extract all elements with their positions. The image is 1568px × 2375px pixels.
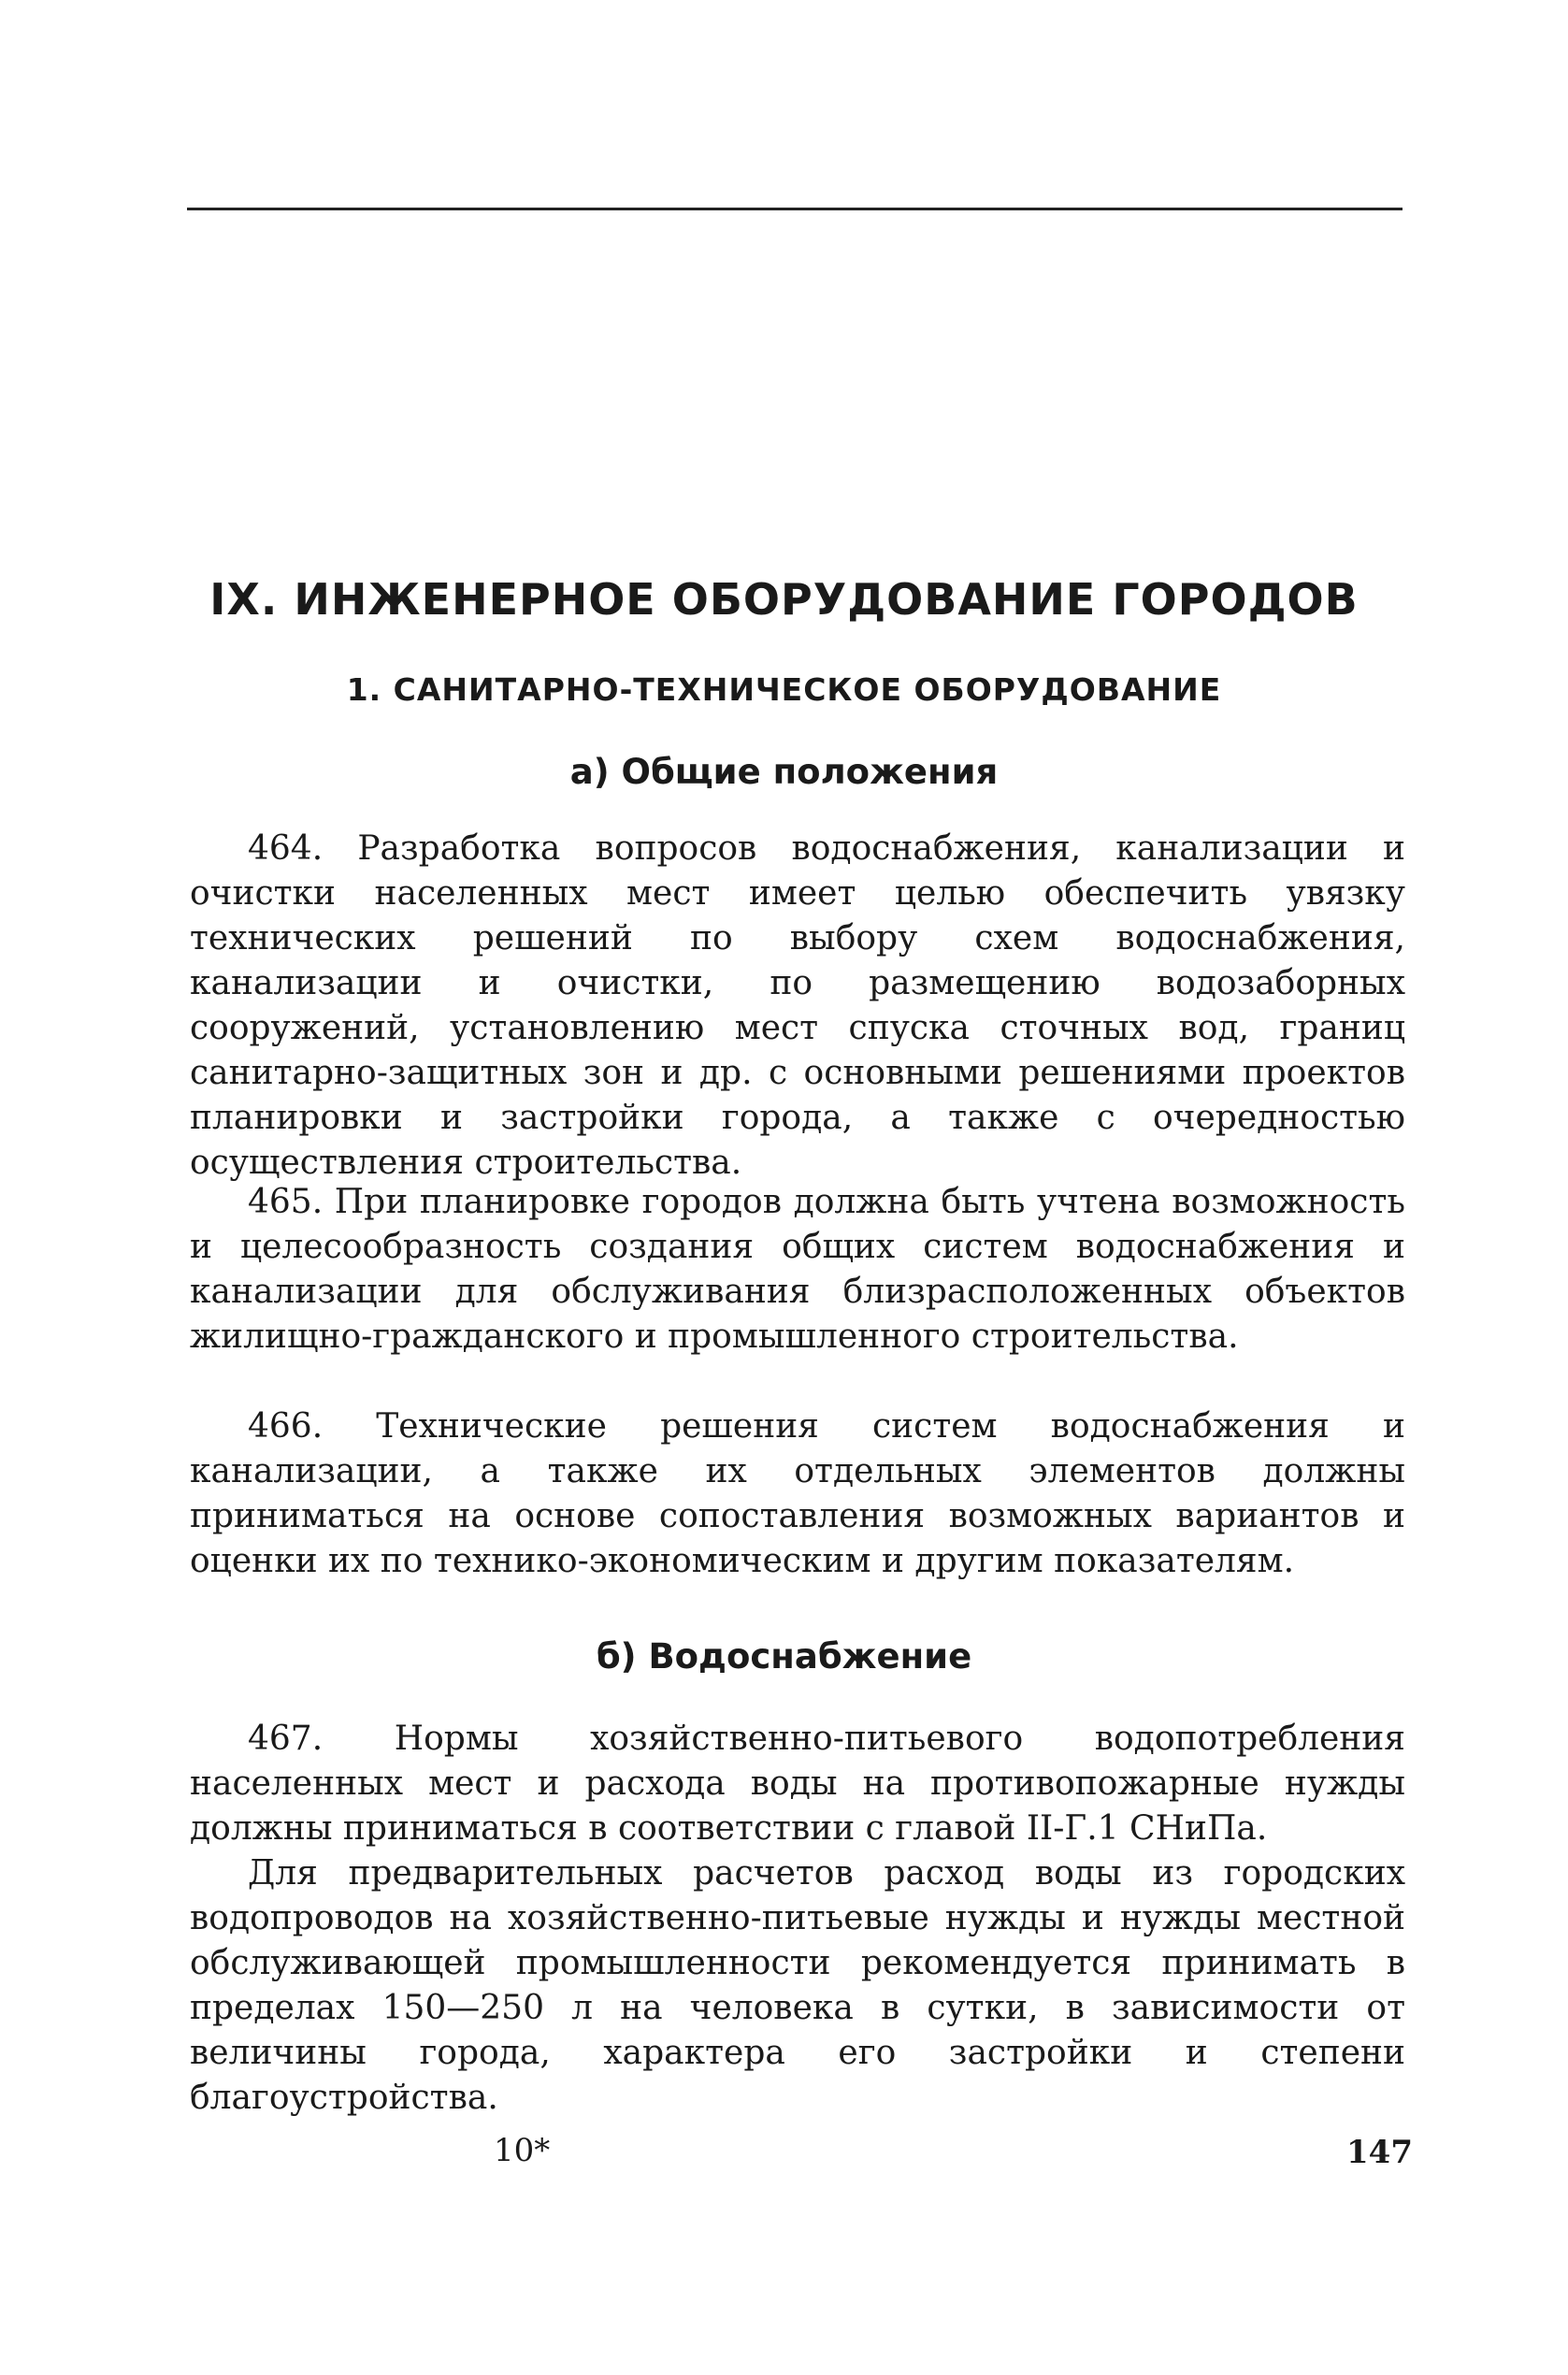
paragraph-467: 467. Нормы хозяйственно-питьевого водопотребления населенных мест и расхода воды на противопожарные нужды должны приниматься в соответствии с главой II-Г.1 СНиПа. [190,1720,1405,1848]
section-title: 1. САНИТАРНО-ТЕХНИЧЕСКОЕ ОБОРУДОВАНИЕ [346,671,1222,708]
page-number: 147 [1346,2134,1413,2171]
paragraph-467-continued: Для предварительных расчетов расход воды из городских водопроводов на хозяйственно-питьевые нужды и нужды местной обслуживающей промышленности рекомендуется принимать в пределах 150—250 л на человека в сутки, в зависимости от величины города, характера его застройки и степени благоустройства. [190,1854,1405,2117]
chapter-title: IX. ИНЖЕНЕРНОЕ ОБОРУДОВАНИЕ ГОРОДОВ [209,574,1359,625]
paragraph-466: 466. Технические решения систем водоснабжения и канализации, а также их отдельных элементов должны приниматься на основе сопоставления возможных вариантов и оценки их по технико-экономическим и другим показателям. [190,1407,1405,1580]
subsection-title-general: а) Общие положения [569,752,999,792]
paragraph-465: 465. При планировке городов должна быть учтена возможность и целесообразность создания общих систем водоснабжения и канализации для обслуживания близрасположенных объектов жилищно-гражданского и промышленного строительства. [190,1183,1405,1356]
subsection-title-water-supply: б) Водоснабжение [596,1636,972,1677]
top-rule [187,208,1403,210]
paragraph-464: 464. Разработка вопросов водоснабжения, канализации и очистки населенных мест имеет целью обеспечить увязку технических решений по выбору схем водоснабжения, канализации и очистки, по размещению водозаборных сооружений, установлению мест спуска сточных вод, границ санитарно-защитных зон и др. с основными решениями проектов планировки и застройки города, а также с очередностью осуществления строительства. [190,829,1405,1182]
signature-mark: 10* [494,2132,551,2169]
